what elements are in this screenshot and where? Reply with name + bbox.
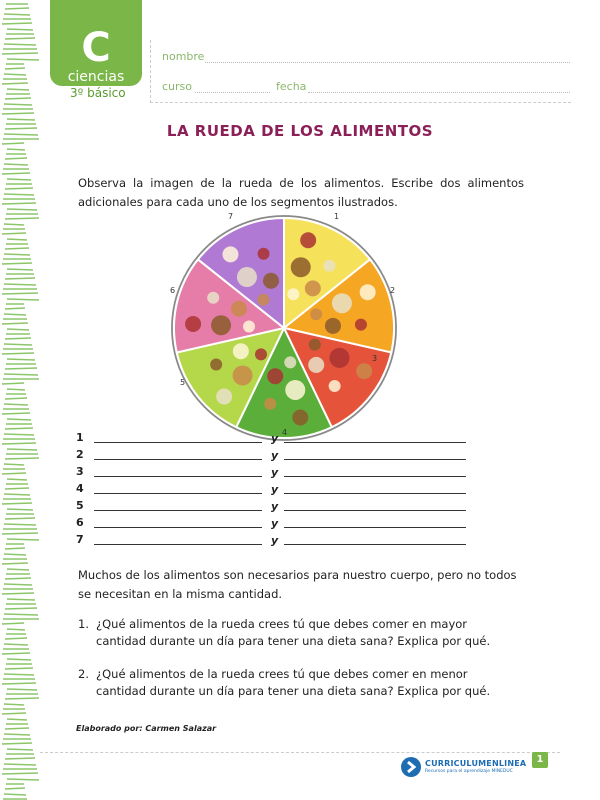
answer-row-number: 2 <box>76 448 84 461</box>
answer-field-a[interactable] <box>94 510 262 511</box>
answer-field-a[interactable] <box>94 459 262 460</box>
subject-letter: C <box>81 25 111 71</box>
answer-row <box>76 430 496 447</box>
wheel-label-3: 3 <box>372 354 378 363</box>
decorative-margin <box>0 0 44 800</box>
connector: y <box>271 449 279 462</box>
food-item <box>285 380 305 400</box>
answer-row-number: 4 <box>76 482 84 495</box>
wheel-label-6: 6 <box>170 286 176 295</box>
food-item <box>264 398 276 410</box>
food-item <box>329 348 349 368</box>
student-info-box <box>150 40 571 103</box>
food-item <box>211 315 231 335</box>
connector: y <box>271 466 279 479</box>
intro-text: Observa la imagen de la rueda de los alimentos. Escribe dos alimentos adicionales para cada uno de los segmentos ilustrados. <box>78 176 524 209</box>
answer-row-number: 3 <box>76 465 84 478</box>
answer-field-b[interactable] <box>284 459 466 460</box>
logo-subtext: Recursos para el aprendizaje MINEDUC <box>425 769 513 774</box>
question-number: 2. <box>78 667 89 681</box>
food-item <box>323 260 335 272</box>
answer-field-a[interactable] <box>94 493 262 494</box>
food-item <box>310 308 322 320</box>
food-item <box>292 410 308 426</box>
food-item <box>210 358 222 370</box>
answer-field-a[interactable] <box>94 527 262 528</box>
answer-row <box>76 481 496 498</box>
food-item <box>329 380 341 392</box>
answer-field-b[interactable] <box>284 493 466 494</box>
food-item <box>222 246 238 262</box>
answer-field-b[interactable] <box>284 527 466 528</box>
food-item <box>233 365 253 385</box>
food-item <box>231 301 247 317</box>
answer-lines <box>76 430 496 549</box>
food-item <box>332 293 352 313</box>
answer-row <box>76 532 496 549</box>
food-item <box>309 339 321 351</box>
answer-field-a[interactable] <box>94 442 262 443</box>
food-item <box>243 320 255 332</box>
page-number: 1 <box>532 752 548 768</box>
food-item <box>267 368 283 384</box>
worksheet-title: LA RUEDA DE LOS ALIMENTOS <box>166 122 434 140</box>
answer-field-b[interactable] <box>284 510 466 511</box>
answer-row <box>76 447 496 464</box>
nombre-label: nombre <box>162 50 205 63</box>
fecha-field[interactable] <box>308 92 570 93</box>
body-text: Muchos de los alimentos son necesarios para nuestro cuerpo, pero no todos se necesitan en la misma cantidad. <box>78 568 517 601</box>
fecha-label: fecha <box>276 80 307 93</box>
answer-row <box>76 464 496 481</box>
curriculum-logo-icon <box>400 756 422 778</box>
answer-row <box>76 515 496 532</box>
answer-row-number: 1 <box>76 431 84 444</box>
question-2 <box>78 666 518 700</box>
wheel-label-5: 5 <box>180 378 186 387</box>
food-item <box>356 363 372 379</box>
author-credit: Elaborado por: Carmen Salazar <box>76 724 217 733</box>
food-item <box>325 318 341 334</box>
question-number: 1. <box>78 617 89 631</box>
food-wheel-image <box>166 210 402 446</box>
answer-row <box>76 498 496 515</box>
grade-label: 3º básico <box>70 86 126 100</box>
food-item <box>207 292 219 304</box>
food-item <box>237 267 257 287</box>
answer-field-b[interactable] <box>284 544 466 545</box>
food-item <box>287 288 299 300</box>
logo-text: CURRICULUMENLINEA <box>425 759 527 768</box>
food-item <box>258 248 270 260</box>
connector: y <box>271 534 279 547</box>
food-item <box>185 316 201 332</box>
question-1 <box>78 616 518 650</box>
subject-badge <box>50 0 142 86</box>
food-item <box>291 257 311 277</box>
food-item <box>300 232 316 248</box>
food-item <box>263 273 279 289</box>
answer-row-number: 7 <box>76 533 84 546</box>
footer-divider <box>40 752 560 753</box>
wheel-label-2: 2 <box>390 286 396 295</box>
wheel-label-7: 7 <box>228 212 234 221</box>
connector: y <box>271 517 279 530</box>
food-item <box>233 343 249 359</box>
curso-field[interactable] <box>195 92 270 93</box>
food-item <box>284 356 296 368</box>
food-item <box>216 389 232 405</box>
wheel-label-4: 4 <box>282 428 288 437</box>
food-item <box>257 294 269 306</box>
answer-field-b[interactable] <box>284 476 466 477</box>
food-item <box>308 357 324 373</box>
food-item <box>355 319 367 331</box>
answer-field-b[interactable] <box>284 442 466 443</box>
answer-row-number: 6 <box>76 516 84 529</box>
curso-label: curso <box>162 80 193 93</box>
question-text: ¿Qué alimentos de la rueda crees tú que debes comer en mayor cantidad durante un día para tener una dieta sana? Explica por qué. <box>96 617 491 648</box>
wheel-label-1: 1 <box>334 212 340 221</box>
nombre-field[interactable] <box>205 62 570 63</box>
question-text: ¿Qué alimentos de la rueda crees tú que debes comer en menor cantidad durante un día para tener una dieta sana? Explica por qué. <box>96 667 491 698</box>
answer-field-a[interactable] <box>94 544 262 545</box>
connector: y <box>271 483 279 496</box>
connector: y <box>271 432 279 445</box>
food-item <box>255 348 267 360</box>
answer-row-number: 5 <box>76 499 84 512</box>
answer-field-a[interactable] <box>94 476 262 477</box>
food-item <box>305 280 321 296</box>
subject-name: ciencias <box>67 69 125 85</box>
food-item <box>360 284 376 300</box>
connector: y <box>271 500 279 513</box>
